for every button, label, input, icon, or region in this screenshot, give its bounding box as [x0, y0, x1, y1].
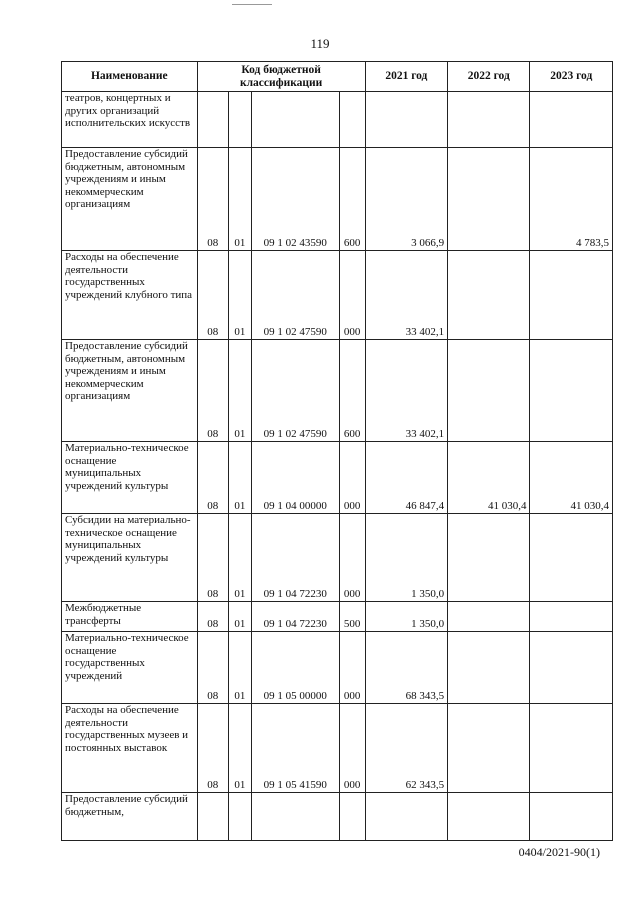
section-code: 08 — [197, 251, 228, 340]
value-2022 — [448, 704, 530, 793]
subsection-code: 01 — [228, 340, 251, 442]
value-2023 — [530, 793, 613, 841]
row-name: Материально-техническое оснащение государственных учреждений — [62, 632, 198, 704]
expense-type-code: 000 — [339, 251, 365, 340]
table-row — [62, 340, 613, 442]
table-row — [62, 148, 613, 251]
row-name: Предоставление субсидий бюджетным, автономным учреждениям и иным некоммерческим организациям — [62, 340, 198, 442]
value-2022: 41 030,4 — [448, 442, 530, 514]
section-code: 08 — [197, 442, 228, 514]
section-code: 08 — [197, 340, 228, 442]
expense-type-code: 000 — [339, 704, 365, 793]
section-code: 08 — [197, 514, 228, 602]
expense-type-code: 600 — [339, 148, 365, 251]
target-article-code: 09 1 04 00000 — [251, 442, 339, 514]
section-code: 08 — [197, 148, 228, 251]
target-article-code: 09 1 02 43590 — [251, 148, 339, 251]
value-2023: 41 030,4 — [530, 442, 613, 514]
page-number: 119 — [310, 36, 330, 51]
scan-artifact-line — [232, 4, 272, 5]
expense-type-code: 000 — [339, 442, 365, 514]
expense-type-code — [339, 92, 365, 148]
value-2021 — [365, 793, 447, 841]
value-2021: 62 343,5 — [365, 704, 447, 793]
subsection-code: 01 — [228, 442, 251, 514]
section-code: 08 — [197, 632, 228, 704]
value-2023 — [530, 632, 613, 704]
value-2023 — [530, 92, 613, 148]
value-2023: 4 783,5 — [530, 148, 613, 251]
table-row — [62, 514, 613, 602]
header-2023: 2023 год — [530, 62, 613, 92]
table-row — [62, 92, 613, 148]
row-name: театров, концертных и других организаций исполнительских искусств — [62, 92, 198, 148]
row-name: Материально-техническое оснащение муниципальных учреждений культуры — [62, 442, 198, 514]
value-2022 — [448, 793, 530, 841]
subsection-code: 01 — [228, 148, 251, 251]
table-row — [62, 442, 613, 514]
row-name: Расходы на обеспечение деятельности государственных музеев и постоянных выставок — [62, 704, 198, 793]
value-2022 — [448, 514, 530, 602]
value-2021: 68 343,5 — [365, 632, 447, 704]
table-row — [62, 632, 613, 704]
expense-type-code — [339, 793, 365, 841]
subsection-code: 01 — [228, 704, 251, 793]
subsection-code: 01 — [228, 602, 251, 632]
row-name: Предоставление субсидий бюджетным, автономным учреждениям и иным некоммерческим организациям — [62, 148, 198, 251]
value-2022 — [448, 251, 530, 340]
expense-type-code: 000 — [339, 514, 365, 602]
section-code — [197, 793, 228, 841]
section-code — [197, 92, 228, 148]
value-2023 — [530, 251, 613, 340]
target-article-code — [251, 92, 339, 148]
table-row — [62, 602, 613, 632]
budget-table — [61, 61, 613, 841]
target-article-code — [251, 793, 339, 841]
row-name: Субсидии на материально-техническое оснащение муниципальных учреждений культуры — [62, 514, 198, 602]
expense-type-code: 500 — [339, 602, 365, 632]
value-2021: 1 350,0 — [365, 514, 447, 602]
value-2023 — [530, 340, 613, 442]
subsection-code: 01 — [228, 514, 251, 602]
target-article-code: 09 1 05 00000 — [251, 632, 339, 704]
header-row — [62, 62, 613, 92]
section-code: 08 — [197, 704, 228, 793]
table-row — [62, 251, 613, 340]
value-2021: 46 847,4 — [365, 442, 447, 514]
value-2022 — [448, 148, 530, 251]
header-2021: 2021 год — [365, 62, 447, 92]
target-article-code: 09 1 02 47590 — [251, 251, 339, 340]
value-2021: 33 402,1 — [365, 251, 447, 340]
value-2021 — [365, 92, 447, 148]
value-2021: 1 350,0 — [365, 602, 447, 632]
value-2023 — [530, 514, 613, 602]
document-code: 0404/2021-90(1) — [518, 845, 600, 859]
value-2022 — [448, 602, 530, 632]
table-row — [62, 793, 613, 841]
expense-type-code: 000 — [339, 632, 365, 704]
section-code: 08 — [197, 602, 228, 632]
header-2022: 2022 год — [448, 62, 530, 92]
target-article-code: 09 1 04 72230 — [251, 514, 339, 602]
value-2022 — [448, 92, 530, 148]
value-2021: 3 066,9 — [365, 148, 447, 251]
value-2021: 33 402,1 — [365, 340, 447, 442]
row-name: Межбюджетные трансферты — [62, 602, 198, 632]
expense-type-code: 600 — [339, 340, 365, 442]
target-article-code: 09 1 04 72230 — [251, 602, 339, 632]
subsection-code: 01 — [228, 632, 251, 704]
header-name: Наименование — [62, 62, 198, 92]
subsection-code: 01 — [228, 251, 251, 340]
target-article-code: 09 1 05 41590 — [251, 704, 339, 793]
table-row — [62, 704, 613, 793]
header-code: Код бюджетной классификации — [197, 62, 365, 92]
value-2023 — [530, 602, 613, 632]
subsection-code — [228, 793, 251, 841]
target-article-code: 09 1 02 47590 — [251, 340, 339, 442]
value-2022 — [448, 632, 530, 704]
row-name: Предоставление субсидий бюджетным, — [62, 793, 198, 841]
row-name: Расходы на обеспечение деятельности государственных учреждений клубного типа — [62, 251, 198, 340]
value-2022 — [448, 340, 530, 442]
value-2023 — [530, 704, 613, 793]
subsection-code — [228, 92, 251, 148]
